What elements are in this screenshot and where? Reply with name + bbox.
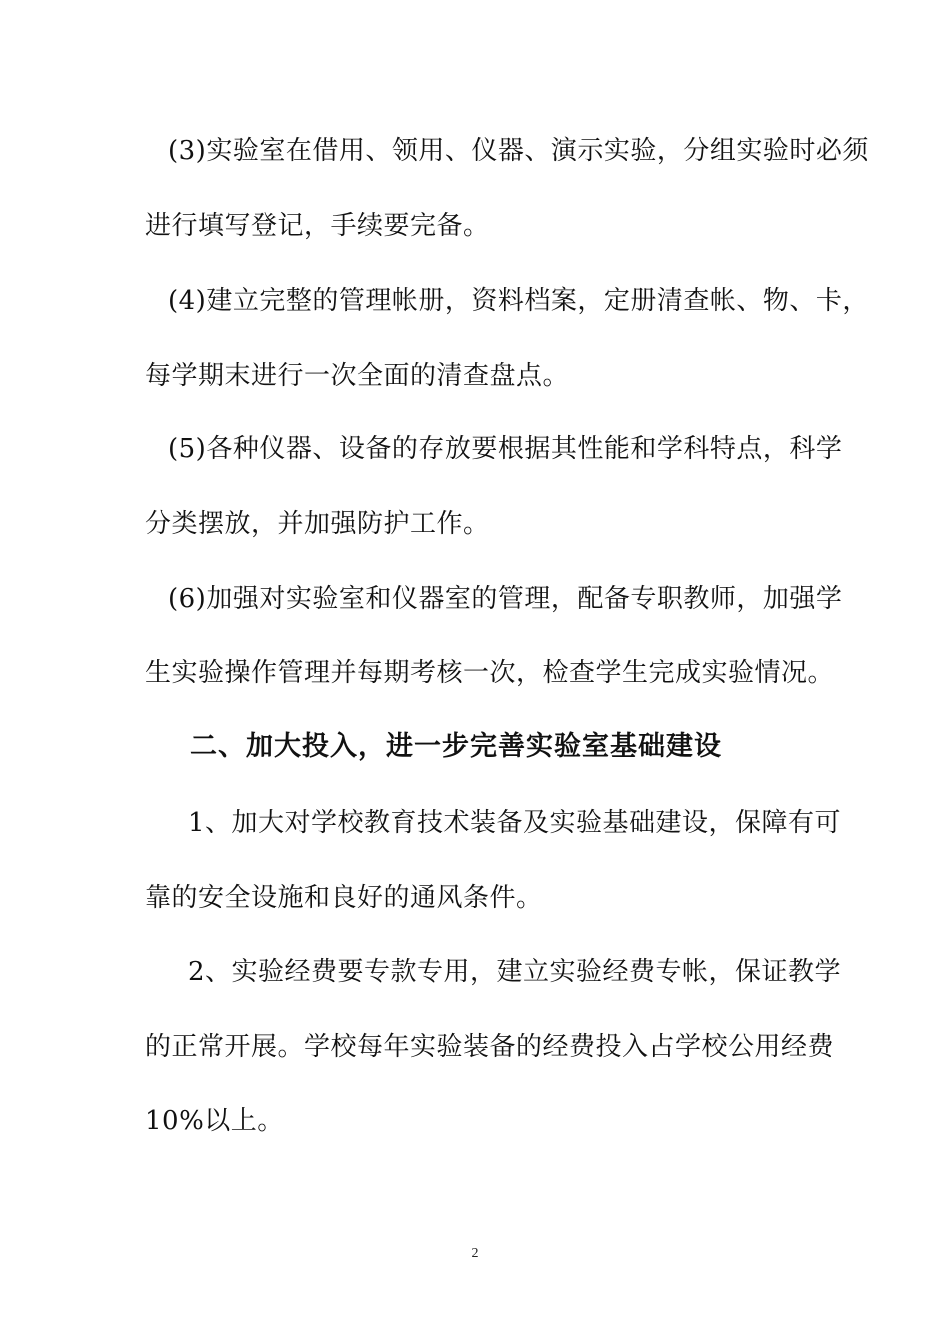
page-number: 2	[471, 1246, 479, 1261]
paragraph-5-line-2: 分类摆放，并加强防护工作。	[145, 509, 490, 539]
paragraph-6-line-1: (6)加强对实验室和仪器室的管理，配备专职教师，加强学	[168, 584, 843, 614]
item-2-line-1: 2、实验经费要专款专用，建立实验经费专帐，保证教学	[188, 957, 842, 987]
item-2-line-2: 的正常开展。学校每年实验装备的经费投入占学校公用经费	[145, 1032, 835, 1062]
paragraph-3-line-1: (3)实验室在借用、领用、仪器、演示实验，分组实验时必须	[168, 136, 869, 166]
section-heading: 二、加大投入，进一步完善实验室基础建设	[190, 731, 722, 762]
item-1-line-1: 1、加大对学校教育技术装备及实验基础建设，保障有可	[188, 808, 842, 838]
paragraph-6-line-2: 生实验操作管理并每期考核一次，检查学生完成实验情况。	[145, 658, 835, 688]
paragraph-4-line-1: (4)建立完整的管理帐册，资料档案，定册清查帐、物、卡，	[168, 286, 869, 316]
item-2-line-3: 10%以上。	[145, 1106, 284, 1136]
paragraph-4-line-2: 每学期末进行一次全面的清查盘点。	[145, 361, 570, 391]
paragraph-5-line-1: (5)各种仪器、设备的存放要根据其性能和学科特点，科学	[168, 434, 843, 464]
item-1-line-2: 靠的安全设施和良好的通风条件。	[145, 883, 543, 913]
paragraph-3-line-2: 进行填写登记，手续要完备。	[145, 211, 490, 241]
